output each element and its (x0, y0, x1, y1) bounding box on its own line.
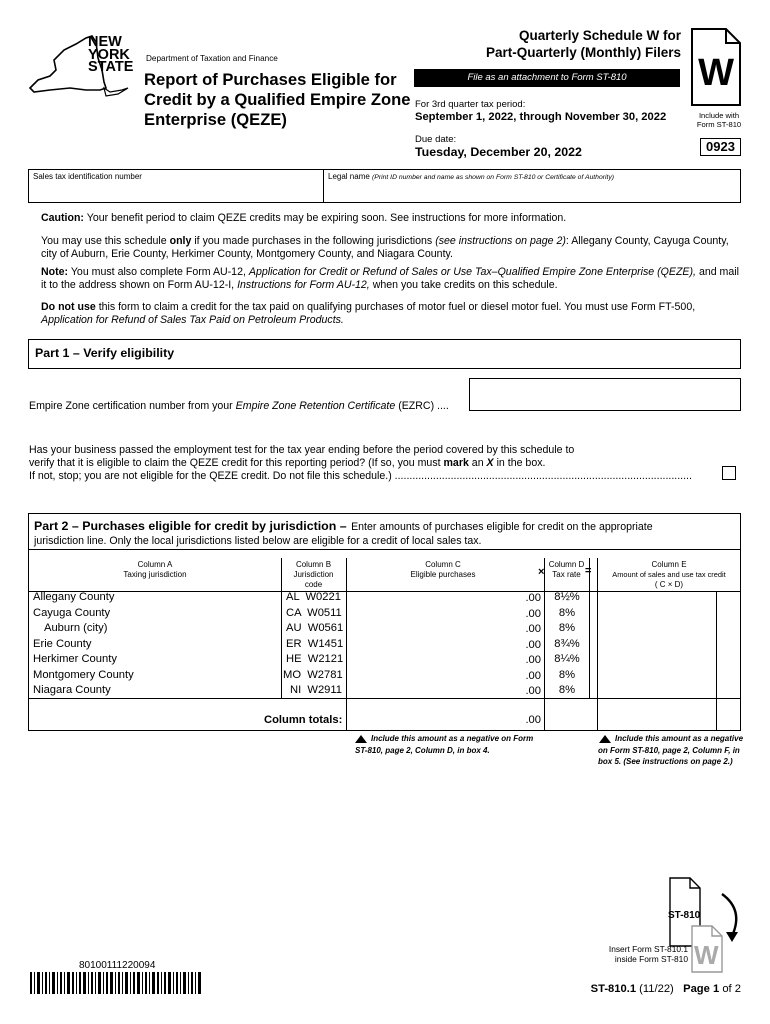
st810-label: ST-810 (668, 910, 701, 921)
col-e-formula: ( C × D) (654, 580, 684, 589)
col-a-header (29, 560, 281, 580)
due-value: Tuesday, December 20, 2022 (415, 145, 582, 159)
usage-see-instructions: (see instructions on page 2) (435, 235, 566, 247)
note-text-a: You must also complete Form AU-12, (70, 266, 246, 278)
employment-test-line-1: Has your business passed the employment test for the tax year ending before the period covered by this schedule to (29, 444, 575, 456)
column-e-note: Include this amount as a negative on Form ST-810, page 2, Column F, in box 5. (See instructions on page 2.) (598, 734, 744, 766)
row-cents: .00 (525, 654, 541, 666)
employment-test-paragraph (29, 444, 719, 483)
include-with-note: Include with Form ST-810 (696, 111, 742, 129)
do-not-use-label: Do not use (41, 301, 96, 313)
caution-paragraph (41, 212, 741, 225)
caution-label: Caution: (41, 212, 84, 224)
row-jurisdiction: Cayuga County (33, 606, 111, 619)
period-label: For 3rd quarter tax period: (415, 99, 526, 110)
row-jurisdiction: Niagara County (33, 684, 111, 696)
page-number: 1 (712, 983, 720, 995)
col-d-right-line (589, 558, 590, 699)
col-c-title: Column C (425, 560, 461, 569)
row-purchases-input[interactable] (347, 684, 543, 700)
row-jurisdiction: Montgomery County (33, 668, 134, 681)
row-credit-input[interactable] (598, 622, 715, 638)
logo-line-new: NEW (88, 34, 122, 50)
legal-name-note: (Print ID number and name as shown on Form ST-810 or Certificate of Authority) (372, 174, 615, 181)
row-code: AL W0221 (286, 591, 341, 603)
row-purchases-input[interactable] (347, 653, 543, 669)
department-name: Department of Taxation and Finance (146, 54, 278, 63)
note-text-b: and mail it to the address shown on Form AU-12-I, (41, 266, 739, 291)
note-label: Note: (41, 266, 69, 278)
row-cents: .00 (525, 669, 541, 682)
part1-header (28, 339, 741, 369)
col-b-label: Jurisdiction (293, 570, 334, 579)
col-c-header (346, 560, 540, 580)
row-jurisdiction: Herkimer County (33, 653, 117, 665)
schedule-title-2: Part-Quarterly (Monthly) Filers (485, 45, 681, 60)
col-a-label: Taxing jurisdiction (123, 570, 187, 579)
page-footer (591, 983, 741, 995)
col-e-inner-line (716, 591, 717, 730)
row-code: NI W2911 (290, 684, 343, 696)
usage-paragraph (41, 235, 741, 261)
equals-sign: = (585, 565, 592, 577)
form-code-box (700, 138, 741, 156)
ezrc-label-certificate: Empire Zone Retention Certificate (235, 400, 396, 412)
row-cents: .00 (525, 607, 541, 620)
col-d-header (544, 560, 592, 580)
schedule-w-letter: W (698, 52, 734, 94)
col-b-title: Column B (295, 560, 332, 569)
part2-title-desc: Enter amounts of purchases eligible for credit on the appropriate (351, 521, 653, 533)
row-purchases-input[interactable] (347, 638, 543, 654)
usage-text-c: : Allegany County, Cayuga County, city of Auburn, Erie County, Herkimer County, Montgomery County, and Niagara County. (41, 235, 729, 260)
col-d-title: Column D (548, 560, 585, 569)
row-purchases-input[interactable] (347, 622, 543, 638)
times-sign: × (538, 566, 545, 578)
column-c-note: Include this amount as a negative on Form ST-810, page 2, Column D, in box 4. (355, 734, 534, 755)
ezrc-label (29, 400, 449, 413)
form-revision: (11/22) (639, 983, 674, 995)
attachment-note: File as an attachment to Form ST-810 (467, 72, 627, 83)
row-jurisdiction: Auburn (city) (44, 622, 108, 634)
logo-line-state: STATE (88, 59, 134, 75)
col-c-label: Eligible purchases (410, 570, 476, 579)
employment-test-text-b: in the box. (496, 457, 546, 469)
row-rate: 8½% (554, 591, 580, 603)
usage-only: only (169, 235, 192, 247)
row-rate: 8% (558, 606, 576, 619)
row-cents: .00 (525, 685, 541, 697)
form-id: ST-810.1 (590, 983, 637, 995)
page-label: Page (683, 983, 710, 995)
part2-header-rule (28, 549, 741, 550)
schedule-title-1: Quarterly Schedule W for (518, 28, 681, 43)
row-code: HE W2121 (286, 653, 344, 665)
col-d-label: Tax rate (552, 570, 581, 579)
employment-test-text-a: verify that it is eligible to claim the QEZE credit for this reporting period? (If so, you must (29, 457, 441, 469)
usage-text-a: You may use this schedule (41, 235, 167, 247)
attachment-banner (414, 69, 680, 87)
row-purchases-input[interactable] (347, 591, 543, 607)
row-credit-input[interactable] (598, 684, 715, 700)
row-credit-input[interactable] (598, 669, 715, 685)
sales-tax-id-label: Sales tax identification number (33, 172, 142, 181)
row-jurisdiction: Allegany County (33, 591, 115, 603)
column-c-total-cents: .00 (525, 714, 541, 726)
barcode-image (30, 972, 202, 994)
state-logo-text (88, 36, 133, 74)
small-w-letter: W (694, 940, 719, 970)
row-code: CA W0511 (286, 606, 342, 619)
legal-name-field[interactable] (324, 170, 740, 202)
ezrc-number-input[interactable] (469, 378, 741, 411)
form-code: 0923 (706, 139, 735, 154)
row-credit-input[interactable] (598, 591, 715, 607)
note-form-au12: Application for Credit or Refund of Sales or Use Tax–Qualified Empire Zone Enterprise (QEZE), (248, 266, 696, 278)
ezrc-label-a: Empire Zone certification number from your (29, 400, 233, 412)
row-cents: .00 (525, 623, 541, 635)
do-not-use-form-ft500: Application for Refund of Sales Tax Paid on Petroleum Products. (41, 314, 344, 326)
employment-test-x: X (486, 457, 494, 469)
part2-title: Part 2 – Purchases eligible for credit by jurisdiction – (34, 519, 347, 533)
row-rate: 8% (558, 668, 576, 681)
note-form-au12i: Instructions for Form AU-12, (237, 279, 370, 291)
row-credit-input[interactable] (598, 607, 715, 623)
row-credit-input[interactable] (598, 638, 715, 654)
col-b-left-line (281, 558, 282, 699)
column-e-total-input[interactable] (598, 699, 715, 729)
do-not-use-text: this form to claim a credit for the tax paid on qualifying purchases of motor fuel or diesel motor fuel. You must use Form FT-500, (98, 301, 696, 313)
due-label: Due date: (415, 134, 457, 145)
ezrc-label-b: (EZRC) .... (398, 400, 449, 412)
legal-name-label: Legal name (328, 172, 370, 181)
do-not-use-paragraph (41, 301, 741, 327)
column-totals-label: Column totals: (264, 714, 343, 726)
insert-note-line-2: inside Form ST-810 (614, 953, 688, 964)
col-e-title: Column E (651, 560, 687, 569)
row-jurisdiction: Erie County (33, 637, 92, 650)
row-code: AU W0561 (286, 622, 344, 634)
row-cents: .00 (525, 592, 541, 604)
period-value: September 1, 2022, through November 30, 2022 (415, 111, 667, 123)
insert-note (560, 945, 688, 964)
col-e-header (597, 560, 741, 590)
row-rate: 8% (558, 684, 576, 696)
usage-text-b: if you made purchases in the following jurisdictions (194, 235, 433, 247)
row-rate: 8¼% (554, 653, 580, 665)
col-e-label: Amount of sales and use tax credit (612, 570, 726, 579)
sales-tax-id-field[interactable] (29, 170, 323, 202)
employment-test-line-3: If not, stop; you are not eligible for the QEZE credit. Do not file this schedule.) ..................................................................................................... (29, 470, 692, 482)
employment-test-an: an (471, 457, 484, 469)
employment-test-line-2 (29, 457, 719, 470)
legal-name-label-wrap (328, 172, 614, 181)
part2-title-desc-2: jurisdiction line. Only the local jurisdictions listed below are eligible for a credit of local sales tax. (34, 535, 482, 547)
employment-test-mark: mark (443, 457, 469, 469)
page-of: of 2 (722, 983, 741, 995)
barcode-number: 80100111220094 (79, 960, 156, 971)
part2-header (34, 517, 738, 548)
note-paragraph (41, 266, 741, 292)
row-code: MO W2781 (283, 668, 343, 681)
caution-text: Your benefit period to claim QEZE credits may be expiring soon. See instructions for more information. (86, 212, 567, 224)
row-rate: 8% (558, 622, 576, 634)
col-b-label-2: code (304, 580, 323, 589)
col-a-title: Column A (137, 560, 173, 569)
row-purchases-input[interactable] (347, 669, 543, 685)
row-purchases-input[interactable] (347, 607, 543, 623)
form-title: Report of Purchases Eligible for Credit by a Qualified Empire Zone Enterprise (QEZE) (144, 70, 411, 129)
row-credit-input[interactable] (598, 653, 715, 669)
logo-line-york: YORK (88, 46, 130, 63)
col-b-header (281, 560, 346, 590)
column-c-total-input[interactable] (347, 712, 543, 729)
part1-title: Part 1 – Verify eligibility (35, 346, 175, 360)
employment-test-checkbox[interactable] (722, 466, 736, 480)
row-cents: .00 (525, 638, 541, 651)
note-text-c: when you take credits on this schedule. (372, 279, 558, 291)
insert-note-line-1: Insert Form ST-810.1 (608, 944, 688, 954)
row-code: ER W1451 (286, 637, 344, 650)
row-rate: 8¾% (554, 637, 580, 650)
